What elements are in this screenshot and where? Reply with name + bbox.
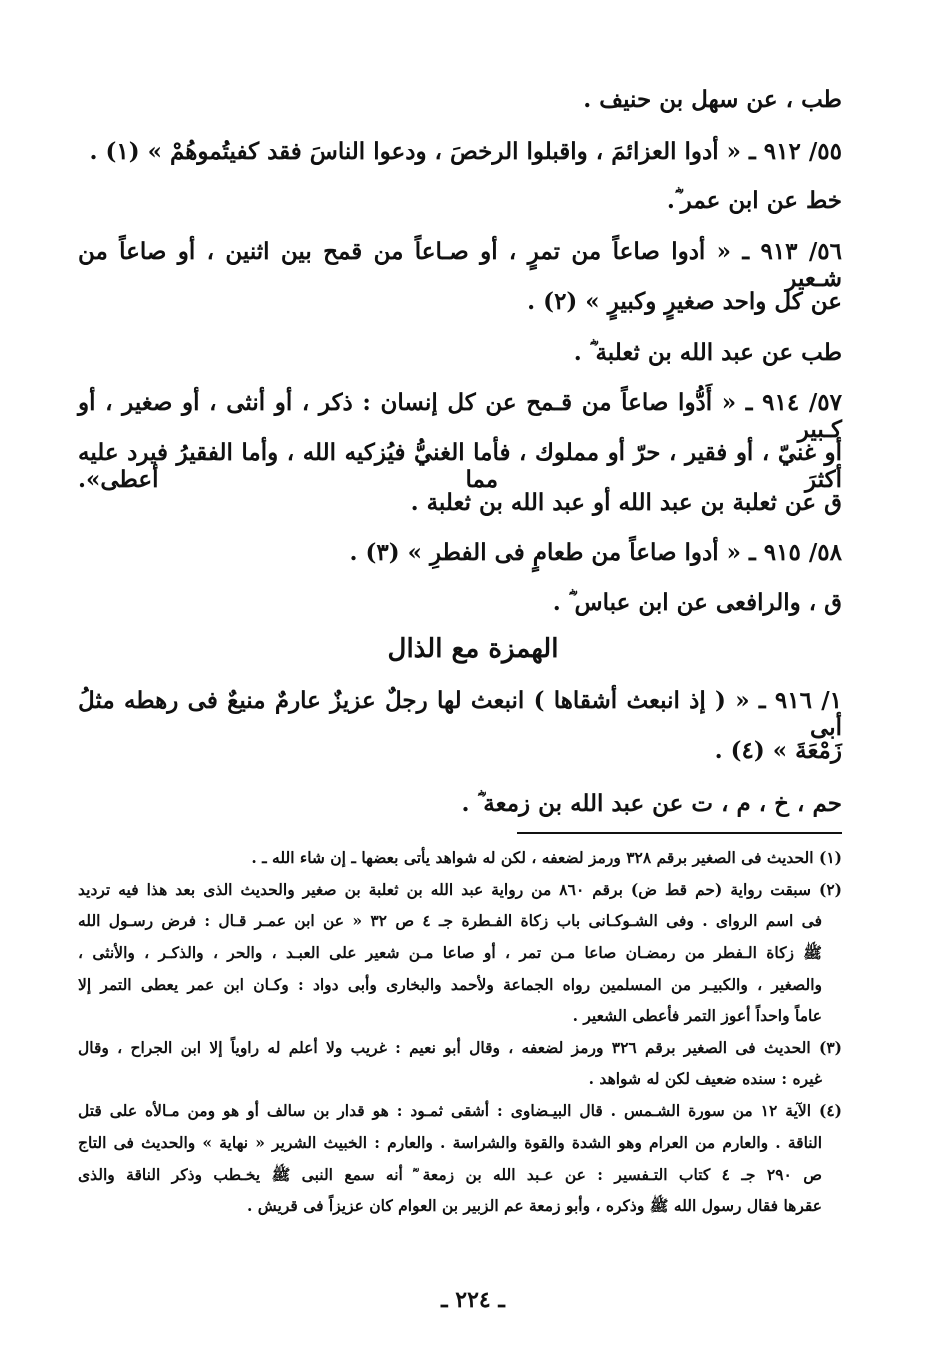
hadith-915: ٥٨/ ٩١٥ ـ « أدوا صاعاً من طعامٍ فى الفطرِ » (٣) .: [349, 539, 842, 566]
page-number: ـ ٢٢٤ ـ: [441, 1287, 505, 1313]
body-line: ق ، والرافعى عن ابن عباس ؓ .: [552, 589, 842, 616]
hadith-913: ٥٦/ ٩١٣ ـ « أدوا صاعاً من تمرٍ ، أو صـاعاً من قمح بين اثنين ، أو صاعاً من شـعير: [78, 238, 842, 292]
footnote-line: فى اسم الرواى . وفى الشـوكـانى باب زكاة الفـطرة جـ ٤ ص ٣٢ « عن ابن عمـر قـال : فرض رسـول الله: [78, 911, 822, 930]
footnote-line: ص ٢٩٠ جـ ٤ كتاب التـفسير : عن عـبد الله بن زمعة ؓ أنه سمع النبى ﷺ يخـطب وذكر الناقة والذى: [78, 1165, 822, 1184]
footnote-4: (٤) الآية ١٢ من سورة الشـمس . قال البيـضاوى : أشقى ثمـود : هو قدار بن سالف أو هو ومن مـالأه على قتل: [78, 1101, 842, 1120]
footnote-line: عاماً واحداً أعوز التمر فأعطى الشعير .: [572, 1006, 822, 1025]
body-line: حم ، خ ، م ، ت عن عبد الله بن زمعة ؓ .: [461, 790, 842, 817]
body-line: أو غنيّ ، أو فقير ، حرّ أو مملوك ، فأما الغنيُّ فيُزكيه الله ، وأما الفقيرُ فيرد عليه أكثرَ مما أعطى».: [78, 439, 842, 493]
footnote-1: (١) الحديث فى الصغير برقم ٣٢٨ ورمز لضعفه ، لكن له شواهد يأتى بعضها ـ إن شاء الله ـ .: [251, 848, 842, 867]
hadith-914: ٥٧/ ٩١٤ ـ « أَدُّوا صاعاً من قـمح عن كل إنسان : ذكر ، أو أنثى ، أو صغير ، أو كـبير: [78, 389, 842, 443]
body-line: ق عن ثعلبة بن عبد الله أو عبد الله بن ثعلبة .: [410, 489, 842, 516]
body-line: زَمْعَةَ » (٤) .: [714, 737, 842, 764]
footnote-line: عقرها فقال رسول الله ﷺ وذكره ، وأبو زمعة عم الزبير بن العوام كان عزيزاً فى قريش .: [246, 1196, 822, 1215]
body-line: خط عن ابن عمر ؓ.: [666, 187, 842, 214]
hadith-912: ٥٥/ ٩١٢ ـ « أدوا العزائمَ ، واقبلوا الرخصَ ، ودعوا الناسَ فقد كفيتُموهُمْ » (١) .: [89, 138, 842, 165]
footnote-line: ﷺ زكاة الـفطر من رمضـان صاعا مـن تمر ، أو صاعا مـن شعير على العبـد ، والحر ، والذكـر ، والأنثى ،: [78, 943, 822, 962]
footnote-divider: [517, 832, 842, 834]
body-line: طب ، عن سهل بن حنيف .: [583, 86, 842, 113]
section-heading: الهمزة مع الذال: [387, 634, 559, 664]
footnote-line: غيره : سنده ضعيف لكن له شواهد .: [588, 1069, 822, 1088]
footnote-line: والصغير ، والكبيـر من المسلمين رواه الجماعة ولأحمد والبخارى وأبى دواد : وكـان ابن عمر يعطى التمر إلا: [78, 975, 822, 994]
body-line: عن كل واحد صغيرٍ وكبيرٍ » (٢) .: [527, 288, 842, 315]
footnote-line: الناقة . والعارم من العرام وهو الشدة والقوة والشراسة . والعارم : الخبيث الشرير « نهاية » والحديث فى التاج: [78, 1133, 822, 1152]
footnote-3: (٣) الحديث فى الصغير برقم ٣٢٦ ورمز لضعفه ، وقال أبو نعيم : غريب ولا أعلم له راوياً إلا ابن الجراح ، وقال: [78, 1038, 842, 1057]
body-line: طب عن عبد الله بن ثعلبة ؓ .: [573, 339, 842, 366]
footnote-2: (٢) سبقت رواية (حم قط ض) برقم ٨٦٠ من رواية عبد الله بن ثعلبة بن صغير والحديث الذى بعد هذا فيه ترديد: [78, 880, 842, 899]
hadith-916: ١/ ٩١٦ ـ « ( إذ انبعث أشقاها ) انبعث لها رجلٌ عزيزٌ عارمٌ منيعٌ فى رهطه مثلُ أبى: [78, 687, 842, 741]
